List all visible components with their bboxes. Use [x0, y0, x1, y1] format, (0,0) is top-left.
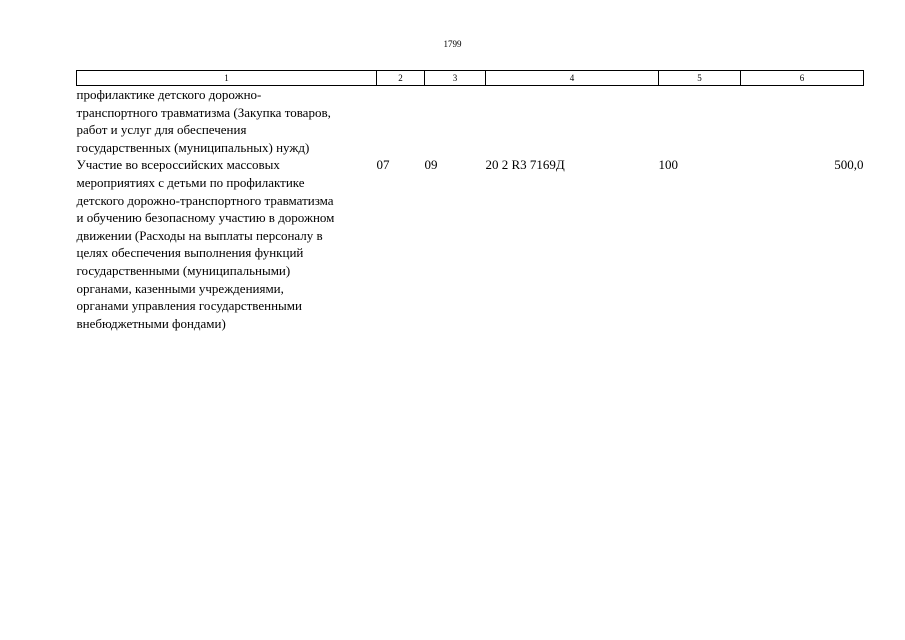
- description-line: органами управления государственными: [76, 298, 302, 314]
- description-line: движении (Расходы на выплаты персоналу в: [76, 227, 323, 243]
- target-article-code: [486, 86, 659, 157]
- amount-value: [741, 86, 864, 157]
- expense-type-code: 100: [658, 157, 678, 173]
- description-line: работ и услуг для обеспечения: [76, 122, 247, 138]
- header-col-5: 5: [659, 71, 741, 86]
- header-col-6: 6: [741, 71, 864, 86]
- description-line: целях обеспечения выполнения функций: [76, 245, 304, 261]
- table-header: [77, 71, 864, 86]
- description-line: органами, казенными учреждениями,: [76, 280, 284, 296]
- description-line: государственных (муниципальных) нужд): [76, 139, 310, 155]
- target-article-code: 20 2 R3 7169Д: [485, 157, 565, 173]
- header-row: [77, 71, 864, 86]
- budget-table: [76, 70, 864, 332]
- header-col-4: 4: [486, 71, 659, 86]
- row-description: [77, 86, 377, 157]
- expense-type-code: [659, 86, 741, 157]
- table-body: [77, 86, 864, 333]
- description-line: государственными (муниципальными): [76, 262, 291, 278]
- section-code: 07: [376, 157, 390, 173]
- description-line: Участие во всероссийских массовых: [76, 157, 280, 173]
- section-code: [377, 86, 425, 157]
- description-line: внебюджетными фондами): [76, 315, 226, 331]
- header-col-2: 2: [377, 71, 425, 86]
- row-description: [77, 156, 377, 332]
- table-row: [77, 156, 864, 332]
- description-line: детского дорожно-транспортного травматизма: [76, 192, 334, 208]
- description-line: и обучению безопасному участию в дорожном: [76, 210, 335, 226]
- subsection-code: [425, 86, 486, 157]
- amount-value: 500,0: [834, 157, 864, 173]
- header-col-3: 3: [425, 71, 486, 86]
- subsection-code: 09: [424, 157, 438, 173]
- description-line: профилактике детского дорожно-: [76, 87, 262, 102]
- page-number: 1799: [443, 39, 462, 49]
- description-line: мероприятиях с детьми по профилактике: [76, 174, 305, 190]
- table-row: [77, 86, 864, 157]
- header-col-1: 1: [77, 71, 377, 86]
- description-line: транспортного травматизма (Закупка товаров,: [76, 104, 331, 120]
